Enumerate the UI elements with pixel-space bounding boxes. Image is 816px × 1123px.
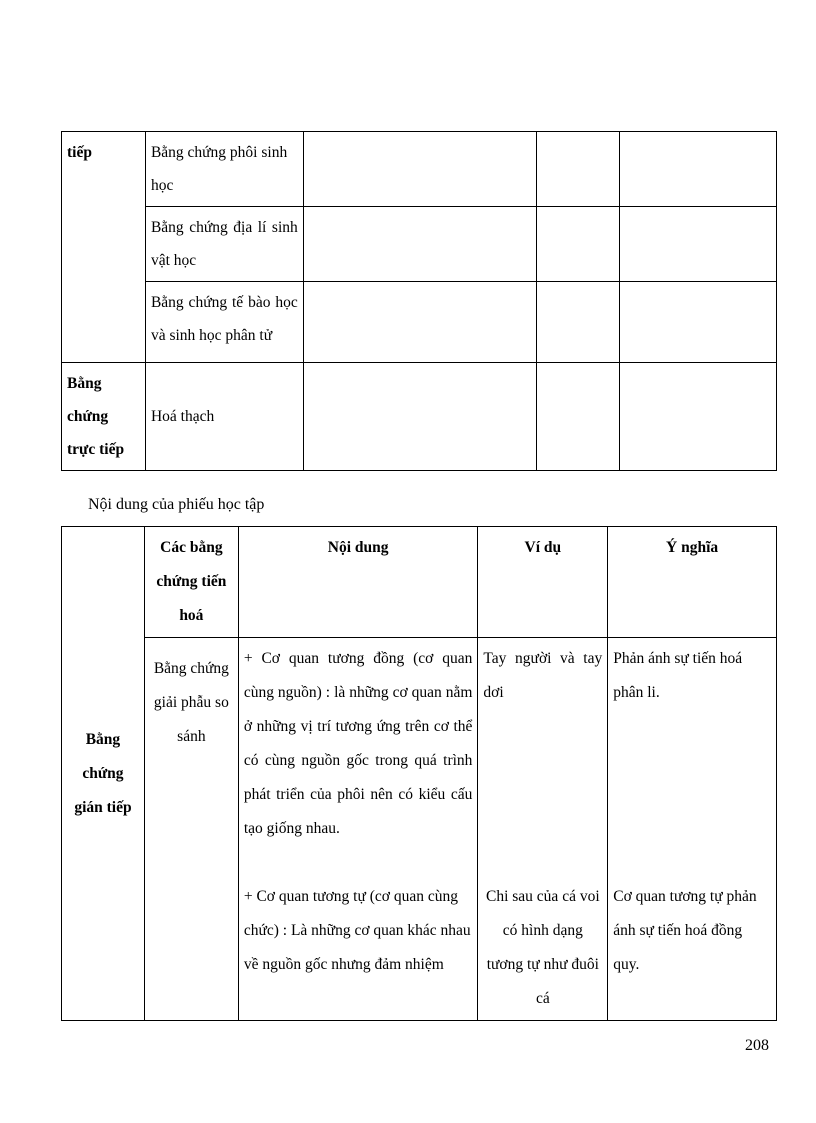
meaning-cell xyxy=(620,207,777,282)
example-cell xyxy=(478,638,608,1021)
header-example: Ví dụ xyxy=(478,527,608,638)
content-cell xyxy=(303,363,537,471)
content-homologous: + Cơ quan tương đồng (cơ quan cùng nguồn) : là những cơ quan nằm ở những vị trí tương ứng trên cơ thể có cùng nguồn gốc trong quá trình phát triển của phôi nên có kiểu cấu tạo giống nhau. xyxy=(243,650,473,837)
group-indirect-evidence: Bằng chứng gián tiếp xyxy=(62,527,145,1021)
evidence-embryology: Bằng chứng phôi sinh học xyxy=(145,132,303,207)
header-evidence: Các bằng chứng tiến hoá xyxy=(144,527,238,638)
header-content: Nội dung xyxy=(238,527,478,638)
page-number: 208 xyxy=(745,1037,769,1054)
evidence-cell-molecular: Bằng chứng tế bào học và sinh học phân tử xyxy=(145,282,303,363)
evidence-label: Bằng chứng giải phẫu so sánh xyxy=(153,660,229,745)
example-analogous: Chi sau của cá voi có hình dạng tương tự như đuôi cá xyxy=(486,888,600,1007)
content-cell xyxy=(303,282,537,363)
worksheet-caption: Nội dung của phiếu học tập xyxy=(88,496,265,513)
example-homologous: Tay người và tay dơi xyxy=(483,650,603,701)
content-cell xyxy=(238,638,478,1021)
meaning-cell xyxy=(620,282,777,363)
header-meaning: Ý nghĩa xyxy=(608,527,777,638)
group-direct-evidence: Bằng chứng trực tiếp xyxy=(62,363,146,471)
meaning-homologous: Phản ánh sự tiến hoá phân li. xyxy=(613,650,743,701)
meaning-cell xyxy=(608,638,777,1021)
content-analogous: + Cơ quan tương tự (cơ quan cùng chức) : Là những cơ quan khác nhau về nguồn gốc nhưng đảm nhiệm xyxy=(243,888,471,973)
evidence-table-continued xyxy=(61,131,777,471)
evidence-fossils: Hoá thạch xyxy=(145,363,303,471)
meaning-cell xyxy=(620,132,777,207)
evidence-comparative-anatomy xyxy=(144,638,238,1021)
example-cell xyxy=(537,132,620,207)
example-cell xyxy=(537,363,620,471)
group-continued-label: tiếp xyxy=(62,132,146,363)
content-cell xyxy=(303,132,537,207)
meaning-cell xyxy=(620,363,777,471)
example-cell xyxy=(537,282,620,363)
evidence-biogeography: Bằng chứng địa lí sinh vật học xyxy=(145,207,303,282)
worksheet-content-table xyxy=(61,526,777,1021)
meaning-analogous: Cơ quan tương tự phản ánh sự tiến hoá đồng quy. xyxy=(613,888,757,973)
example-cell xyxy=(537,207,620,282)
content-cell xyxy=(303,207,537,282)
